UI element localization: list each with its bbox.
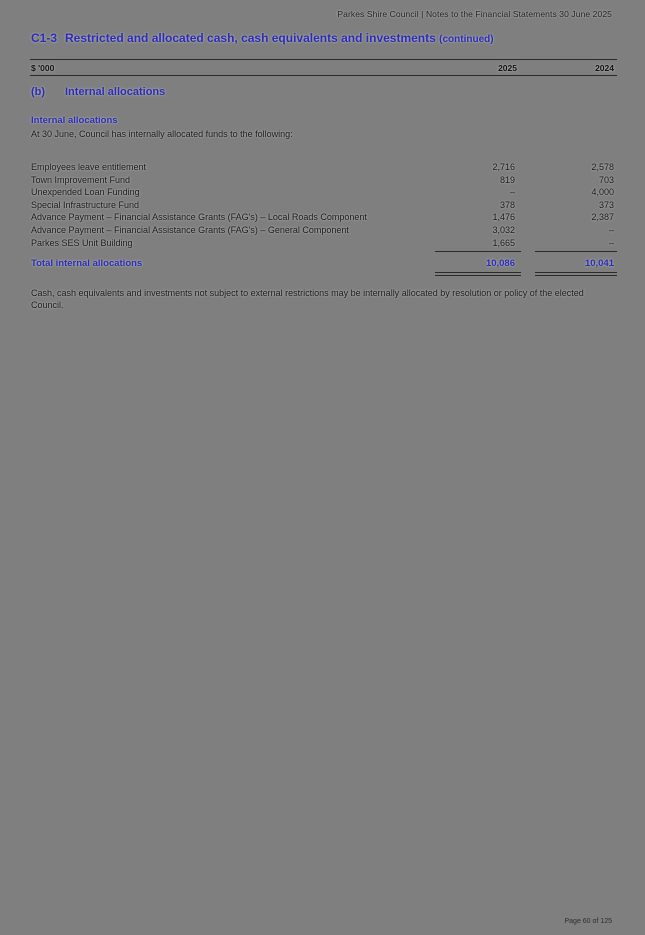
table-row	[30, 237, 617, 250]
row-label: Employees leave entitlement	[31, 162, 147, 172]
row-value-2024: –	[608, 224, 614, 235]
total-value-2024: 10,041	[584, 258, 614, 270]
row-value-2024: 4,000	[591, 187, 614, 198]
row-value-2025: 2,716	[492, 162, 515, 172]
subtotal-rule	[30, 251, 617, 255]
section-title: Internal allocations	[65, 86, 166, 98]
double-rule-2025	[435, 272, 521, 276]
rule-2024	[535, 251, 617, 255]
row-value-2025: 3,032	[492, 224, 515, 235]
double-rule-2024	[535, 272, 617, 276]
column-2025: 2025	[498, 63, 517, 73]
row-label: Town Improvement Fund	[31, 174, 131, 185]
total-value-2025: 10,086	[485, 258, 515, 270]
internal-allocations-table	[30, 161, 617, 277]
table-row	[30, 224, 617, 237]
row-label: Advance Payment – Financial Assistance Grants (FAG's) – Local Roads Component	[31, 212, 367, 223]
row-label: Special Infrastructure Fund	[31, 199, 140, 210]
row-value-2024: 703	[598, 174, 614, 185]
row-label: Unexpended Loan Funding	[31, 187, 140, 198]
closing-note: Cash, cash equivalents and investments not subject to external restrictions may be internally allocated by resolution or policy of the elected Council.	[31, 288, 584, 310]
note-title-continued: (continued)	[439, 34, 494, 45]
table-row	[30, 211, 617, 224]
running-header: Parkes Shire Council | Notes to the Financial Statements 30 June 2025	[337, 9, 612, 19]
section-label: (b)	[31, 86, 46, 98]
note-code: C1-3	[31, 31, 58, 45]
table-row	[30, 174, 617, 187]
row-value-2025: 378	[499, 199, 515, 210]
total-label: Total internal allocations	[31, 258, 143, 270]
unit-label: $ '000	[31, 63, 55, 73]
row-label: Parkes SES Unit Building	[31, 237, 133, 248]
note-title	[31, 31, 612, 47]
row-value-2024: 2,578	[591, 162, 614, 172]
row-value-2025: 819	[499, 174, 515, 185]
row-value-2025: 1,476	[492, 212, 515, 223]
table-row	[30, 199, 617, 212]
note-title-text: Restricted and allocated cash, cash equivalents and investments	[65, 31, 436, 45]
section-heading	[31, 86, 165, 98]
row-value-2024: 373	[598, 199, 614, 210]
rule-2025	[435, 251, 521, 255]
row-value-2024: 2,387	[591, 212, 614, 223]
subsection-heading: Internal allocations	[31, 115, 118, 126]
row-value-2025: –	[509, 187, 515, 198]
table-row	[30, 186, 617, 199]
table-row	[30, 161, 617, 174]
column-2024: 2024	[595, 63, 614, 73]
row-value-2025: 1,665	[492, 237, 515, 248]
total-row	[30, 256, 617, 271]
table-rows	[30, 161, 617, 249]
page-number: Page 60 of 125	[564, 918, 612, 925]
row-label: Advance Payment – Financial Assistance Grants (FAG's) – General Component	[31, 224, 349, 235]
row-value-2024: –	[608, 237, 614, 248]
total-double-rule	[30, 272, 617, 277]
table-column-header	[30, 59, 617, 76]
subsection-intro: At 30 June, Council has internally allocated funds to the following:	[31, 129, 293, 139]
